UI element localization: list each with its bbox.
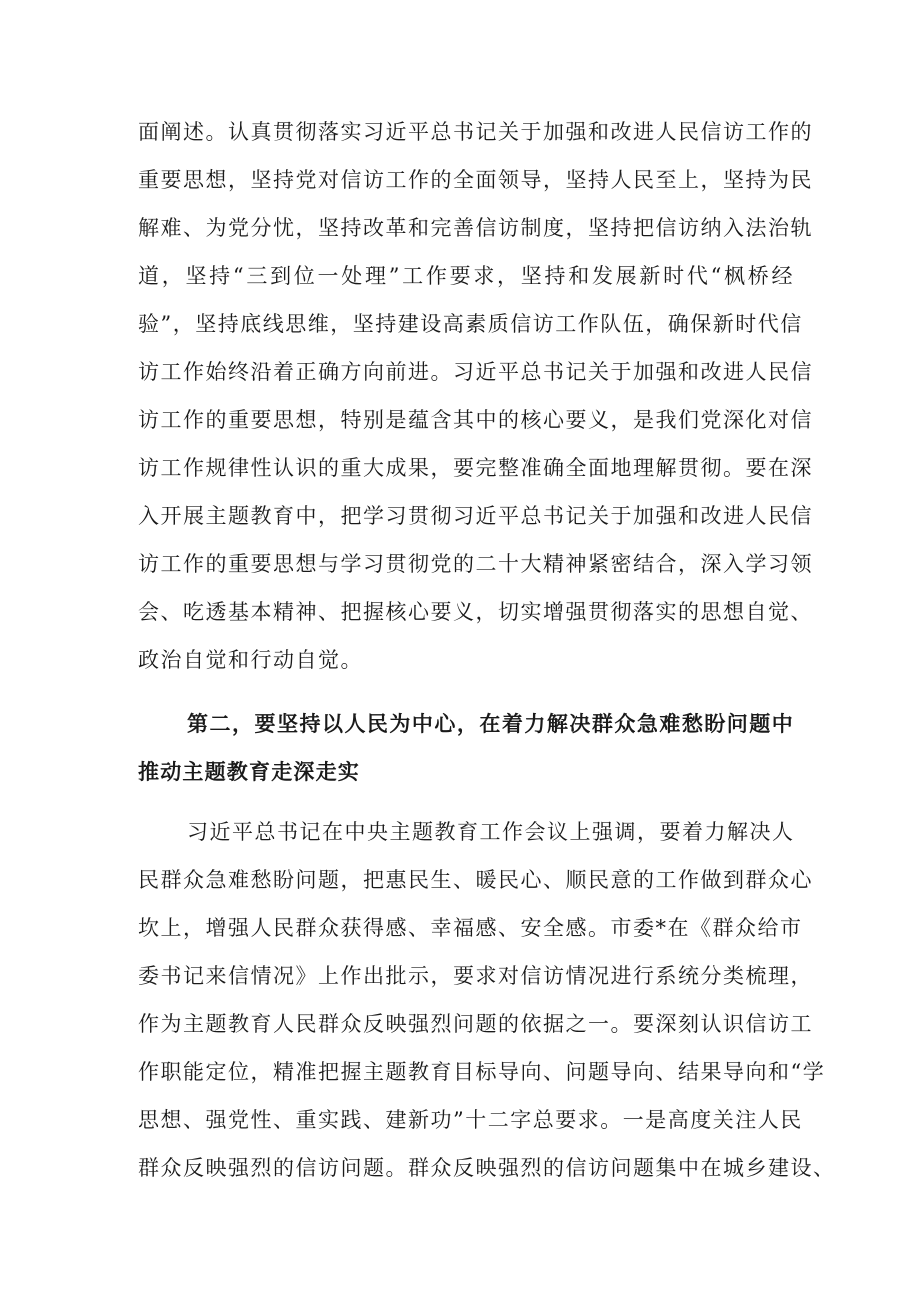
paragraph-line: 作职能定位，精准把握主题教育目标导向、问题导向、结果导向和“学 <box>138 1060 826 1084</box>
paragraph-line: 思想、强党性、重实践、建新功”十二字总要求。一是高度关注人民 <box>138 1108 803 1132</box>
paragraph-line: 入开展主题教育中，把学习贯彻习近平总书记关于加强和改进人民信 <box>138 504 813 528</box>
paragraph-line: 访工作的重要思想，特别是蕴含其中的核心要义，是我们党深化对信 <box>138 408 813 432</box>
paragraph-line: 访工作始终沿着正确方向前进。习近平总书记关于加强和改进人民信 <box>138 360 813 384</box>
paragraph-line: 面阐述。认真贯彻落实习近平总书记关于加强和改进人民信访工作的 <box>138 120 813 144</box>
document-body <box>138 108 836 1192</box>
paragraph-line: 委书记来信情况》上作出批示，要求对信访情况进行系统分类梳理， <box>138 964 813 988</box>
paragraph-line: 验”，坚持底线思维，坚持建设高素质信访工作队伍，确保新时代信 <box>138 312 803 336</box>
paragraph-line: 访工作规律性认识的重大成果，要完整准确全面地理解贯彻。要在深 <box>138 456 813 480</box>
paragraph-line: 道，坚持“三到位一处理”工作要求，坚持和发展新时代“枫桥经 <box>138 264 794 288</box>
paragraph-line: 会、吃透基本精神、把握核心要义，切实增强贯彻落实的思想自觉、 <box>138 600 813 624</box>
paragraph-line: 作为主题教育人民群众反映强烈问题的依据之一。要深刻认识信访工 <box>138 1012 813 1036</box>
section-heading-2 <box>138 700 794 796</box>
paragraph-1 <box>138 108 813 684</box>
heading-line: 推动主题教育走深走实 <box>138 760 360 784</box>
paragraph-line: 解难、为党分忧，坚持改革和完善信访制度，坚持把信访纳入法治轨 <box>138 216 813 240</box>
paragraph-line: 坎上，增强人民群众获得感、幸福感、安全感。市委*在《群众给市 <box>138 916 803 940</box>
paragraph-line: 民群众急难愁盼问题，把惠民生、暖民心、顺民意的工作做到群众心 <box>138 868 813 892</box>
paragraph-line: 重要思想，坚持党对信访工作的全面领导，坚持人民至上，坚持为民 <box>138 168 813 192</box>
paragraph-2 <box>138 808 836 1192</box>
heading-line: 第二，要坚持以人民为中心，在着力解决群众急难愁盼问题中 <box>187 712 794 736</box>
paragraph-line: 习近平总书记在中央主题教育工作会议上强调，要着力解决人 <box>187 820 795 844</box>
paragraph-line: 访工作的重要思想与学习贯彻党的二十大精神紧密结合，深入学习领 <box>138 552 813 576</box>
paragraph-line: 群众反映强烈的信访问题。群众反映强烈的信访问题集中在城乡建设、 <box>138 1156 836 1180</box>
paragraph-line: 政治自觉和行动自觉。 <box>138 648 363 672</box>
